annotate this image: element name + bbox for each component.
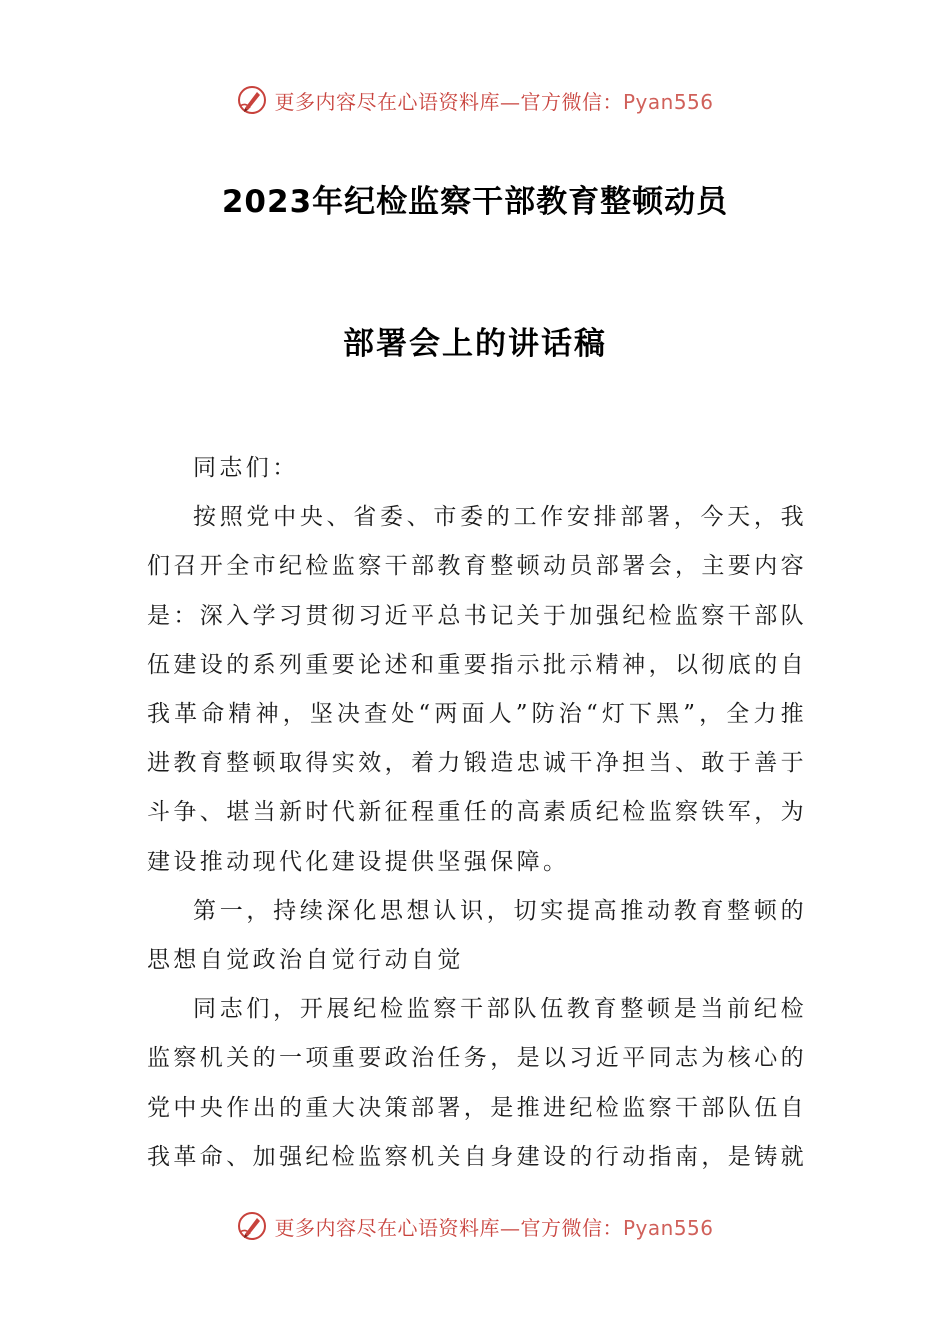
- header-watermark: [0, 84, 950, 116]
- watermark-wechat-id: Pyan556: [622, 89, 714, 114]
- watermark-text: 更多内容尽在心语资料库—官方微信：Pyan556: [274, 1215, 714, 1240]
- document-body: [147, 444, 807, 1182]
- pen-logo-icon: [236, 84, 268, 116]
- watermark-text: 更多内容尽在心语资料库—官方微信：Pyan556: [274, 89, 714, 114]
- pen-logo-icon: [236, 1210, 268, 1242]
- watermark-wechat-id: Pyan556: [622, 1215, 714, 1240]
- document-title-line2: 部署会上的讲话稿: [343, 326, 607, 362]
- paragraph-section-heading: 第一，持续深化思想认识，切实提高推动教育整顿的思想自觉政治自觉行动自觉: [147, 897, 807, 974]
- paragraph-intro: 按照党中央、省委、市委的工作安排部署，今天，我们召开全市纪检监察干部教育整顿动员部署会，主要内容是：深入学习贯彻习近平总书记关于加强纪检监察干部队伍建设的系列重要论述和重要指示批示精神，以彻底的自我革命精神，坚决查处“两面人”防治“灯下黑”，全力推进教育整顿取得实效，着力锻造忠诚干净担当、敢于善于斗争、堪当新时代新征程重任的高素质纪检监察铁军，为建设推动现代化建设提供坚强保障。: [147, 504, 807, 875]
- paragraph-body: 同志们，开展纪检监察干部队伍教育整顿是当前纪检监察机关的一项重要政治任务，是以习近平同志为核心的党中央作出的重大决策部署，是推进纪检监察干部队伍自我革命、加强纪检监察机关自身建设的行动指南，是铸就: [147, 996, 807, 1170]
- footer-watermark: [0, 1210, 950, 1242]
- paragraph-salutation: 同志们：: [193, 455, 299, 481]
- document-title-line1: 2023年纪检监察干部教育整顿动员: [221, 184, 729, 220]
